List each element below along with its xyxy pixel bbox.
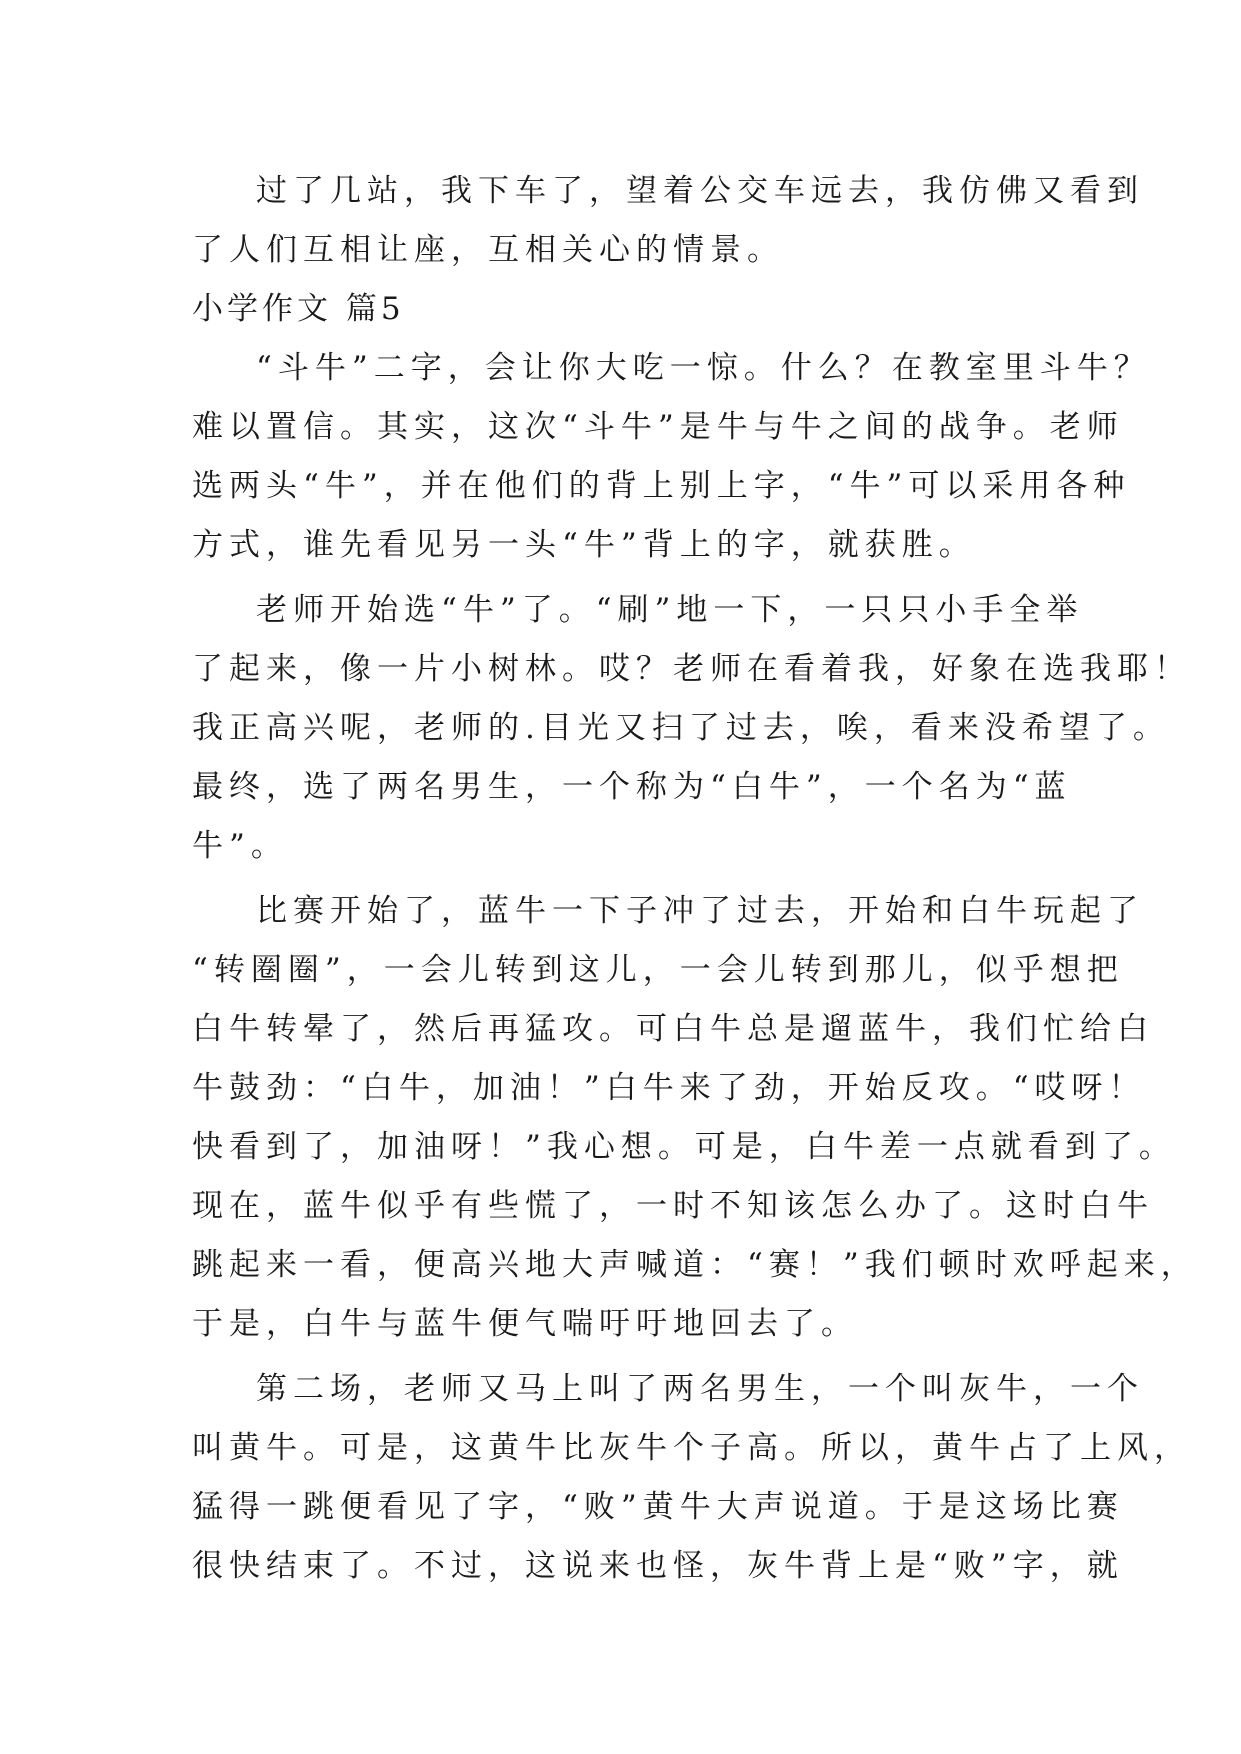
text-line: 跳起来一看，便高兴地大声喊道：“赛！”我们顿时欢呼起来， xyxy=(192,1247,1198,1283)
section-heading: 小学作文 篇5 xyxy=(192,291,405,327)
text-line: 现在，蓝牛似乎有些慌了，一时不知该怎么办了。这时白牛 xyxy=(192,1188,1154,1224)
text-line: 过了几站，我下车了，望着公交车远去，我仿佛又看到 xyxy=(256,173,1144,209)
text-line: 牛鼓劲：“白牛，加油！”白牛来了劲，开始反攻。“哎呀！ xyxy=(192,1070,1146,1106)
text-line: 最终，选了两名男生，一个称为“白牛”，一个名为“蓝 xyxy=(192,769,1072,805)
text-line: “转圈圈”，一会儿转到这儿，一会儿转到那儿，似乎想把 xyxy=(192,952,1124,988)
text-line: 白牛转晕了，然后再猛攻。可白牛总是遛蓝牛，我们忙给白 xyxy=(192,1011,1154,1047)
text-line: 牛”。 xyxy=(192,828,288,864)
text-line: “斗牛”二字，会让你大吃一惊。什么？在教室里斗牛？ xyxy=(256,350,1151,386)
text-line: 比赛开始了，蓝牛一下子冲了过去，开始和白牛玩起了 xyxy=(256,893,1144,929)
text-line: 我正高兴呢，老师的.目光又扫了过去，唉，看来没希望了。 xyxy=(192,710,1170,746)
paragraph xyxy=(192,1360,1191,1596)
text-line: 叫黄牛。可是，这黄牛比灰牛个子高。所以，黄牛占了上风， xyxy=(192,1430,1191,1466)
text-line: 方式，谁先看见另一头“牛”背上的字，就获胜。 xyxy=(192,527,976,563)
text-line: 难以置信。其实，这次“斗牛”是牛与牛之间的战争。老师 xyxy=(192,409,1124,445)
text-line: 了起来，像一片小树林。哎？老师在看着我，好象在选我耶！ xyxy=(192,651,1191,687)
text-line: 选两头“牛”，并在他们的背上别上字，“牛”可以采用各种 xyxy=(192,468,1131,504)
text-line: 第二场，老师又马上叫了两名男生，一个叫灰牛，一个 xyxy=(256,1371,1144,1407)
paragraph xyxy=(192,339,1151,575)
text-line: 很快结束了。不过，这说来也怪，灰牛背上是“败”字，就 xyxy=(192,1548,1124,1584)
paragraph xyxy=(192,882,1198,1354)
paragraph xyxy=(192,162,1144,280)
text-line: 快看到了，加油呀！”我心想。可是，白牛差一点就看到了。 xyxy=(192,1129,1176,1165)
document-body xyxy=(192,162,1198,1596)
text-line: 于是，白牛与蓝牛便气喘吁吁地回去了。 xyxy=(192,1306,858,1342)
paragraph xyxy=(192,581,1191,876)
text-line: 猛得一跳便看见了字，“败”黄牛大声说道。于是这场比赛 xyxy=(192,1489,1124,1525)
text-line: 了人们互相让座，互相关心的情景。 xyxy=(192,232,784,268)
text-line: 老师开始选“牛”了。“刷”地一下，一只只小手全举 xyxy=(256,592,1084,628)
